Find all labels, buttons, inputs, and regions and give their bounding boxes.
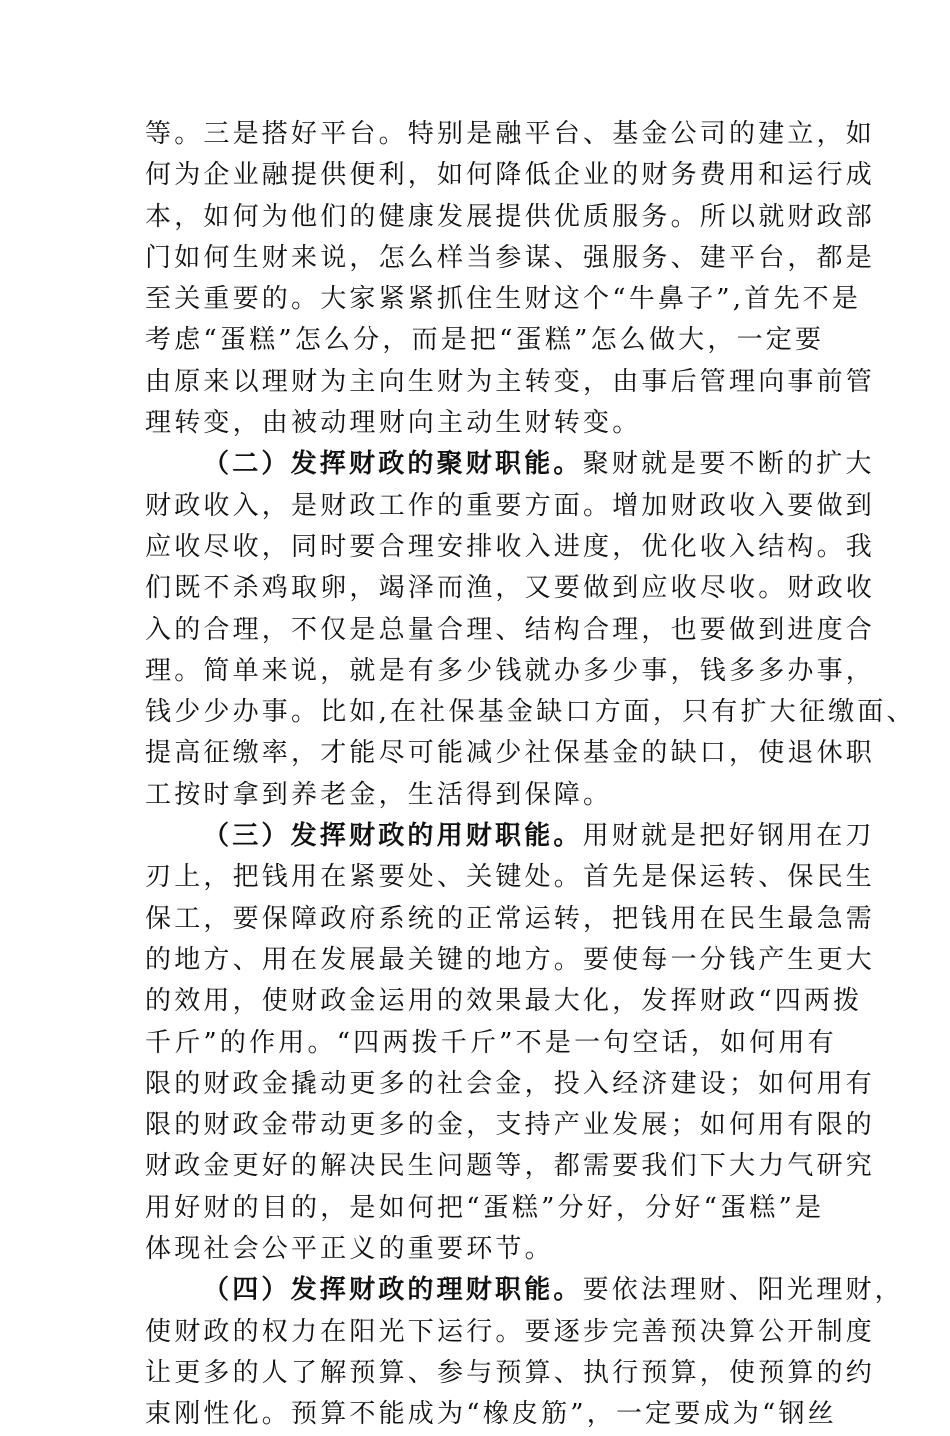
text-line: 体现社会公平正义的重要环节。 xyxy=(145,1234,554,1265)
text-line: 钱少少办事。比如,在社保基金缺口方面，只有扩大征缴面、 xyxy=(145,697,916,728)
section-heading-line xyxy=(145,444,875,485)
section-heading: （四）发挥财政的理财职能。 xyxy=(203,1275,583,1306)
document-body xyxy=(145,114,916,1436)
text-run: 聚财就是要不断的扩大 xyxy=(582,449,875,480)
text-line: 让更多的人了解预算、参与预算、执行预算，使预算的约 xyxy=(145,1357,876,1388)
text-run: 用财就是把好钢用在刀 xyxy=(582,821,875,852)
text-line: 门如何生财来说，怎么样当参谋、强服务、建平台，都是 xyxy=(145,242,876,273)
text-line: 束刚性化。预算不能成为“橡皮筋”，一定要成为“钢丝 xyxy=(145,1399,837,1430)
text-line: 应收尽收，同时要合理安排收入进度，优化收入结构。我 xyxy=(145,531,876,562)
section-heading-line xyxy=(145,1270,904,1311)
text-run: 要依法理财、阳光理财， xyxy=(582,1275,904,1306)
text-line: 入的合理，不仅是总量合理、结构合理，也要做到进度合 xyxy=(145,614,876,645)
text-line: 理。简单来说，就是有多少钱就办多少事，钱多多办事， xyxy=(145,655,876,686)
text-line: 提高征缴率，才能尽可能减少社保基金的缺口，使退休职 xyxy=(145,738,876,769)
text-line: 刃上，把钱用在紧要处、关键处。首先是保运转、保民生 xyxy=(145,862,876,893)
text-line: 千斤”的作用。“四两拨千斤”不是一句空话，如何用有 xyxy=(145,1027,837,1058)
text-line: 财政金更好的解决民生问题等，都需要我们下大力气研究 xyxy=(145,1151,876,1182)
text-line: 的地方、用在发展最关键的地方。要使每一分钱产生更大 xyxy=(145,944,876,975)
text-line: 限的财政金带动更多的金，支持产业发展；如何用有限的 xyxy=(145,1110,876,1141)
section-heading-line xyxy=(145,816,875,857)
text-line: 们既不杀鸡取卵，竭泽而渔，又要做到应收尽收。财政收 xyxy=(145,573,876,604)
text-line: 用好财的目的，是如何把“蛋糕”分好，分好“蛋糕”是 xyxy=(145,1192,825,1223)
text-line: 由原来以理财为主向生财为主转变，由事后管理向事前管 xyxy=(145,366,876,397)
text-line: 财政收入，是财政工作的重要方面。增加财政收入要做到 xyxy=(145,490,876,521)
text-line: 至关重要的。大家紧紧抓住生财这个“牛鼻子”,首先不是 xyxy=(145,284,862,315)
text-line: 理转变，由被动理财向主动生财转变。 xyxy=(145,408,642,439)
text-line: 限的财政金撬动更多的社会金，投入经济建设；如何用有 xyxy=(145,1068,876,1099)
section-heading: （二）发挥财政的聚财职能。 xyxy=(203,449,583,480)
section-heading: （三）发挥财政的用财职能。 xyxy=(203,821,583,852)
text-line: 使财政的权力在阳光下运行。要逐步完善预决算公开制度 xyxy=(145,1316,876,1347)
text-line: 保工，要保障政府系统的正常运转，把钱用在民生最急需 xyxy=(145,903,876,934)
text-line: 工按时拿到养老金，生活得到保障。 xyxy=(145,779,613,810)
text-line: 等。三是搭好平台。特别是融平台、基金公司的建立，如 xyxy=(145,119,876,149)
text-line: 何为企业融提供便利，如何降低企业的财务费用和运行成 xyxy=(145,160,876,191)
text-line: 考虑“蛋糕”怎么分，而是把“蛋糕”怎么做大，一定要 xyxy=(145,325,825,356)
text-line: 本，如何为他们的健康发展提供优质服务。所以就财政部 xyxy=(145,201,876,232)
text-line: 的效用，使财政金运用的效果最大化，发挥财政“四两拨 xyxy=(145,986,863,1017)
